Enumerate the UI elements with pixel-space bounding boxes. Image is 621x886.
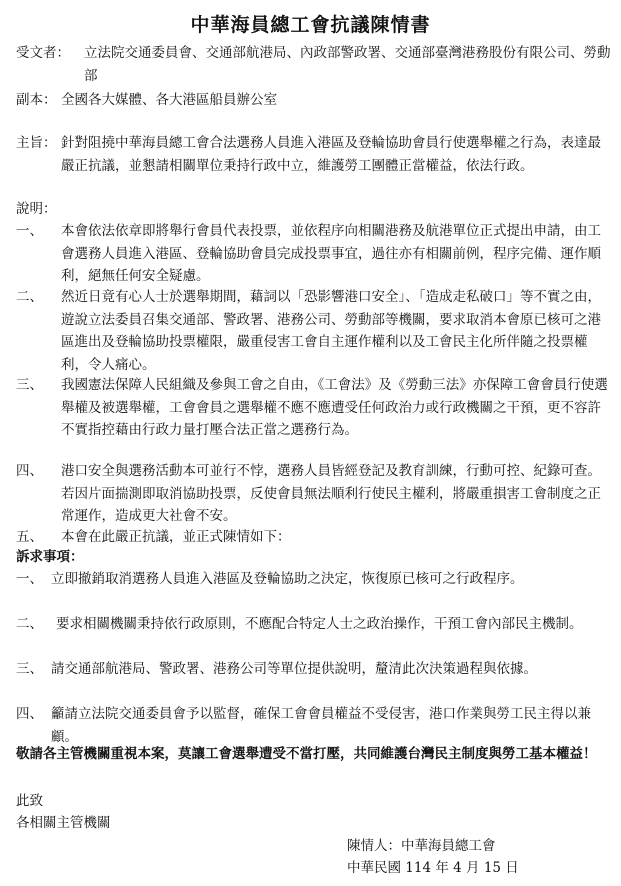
demand-number: 一、 bbox=[16, 571, 43, 587]
cc-label: 副本： bbox=[16, 92, 57, 108]
subject-text: 針對阻撓中華海員總工會合法選務人員進入港區及登輪協助會員行使選舉權之行為，表達最嚴正抗議，並懇請相關單位秉持行政中立，維護勞工團體正當權益，依法行政。 bbox=[61, 135, 601, 174]
item-number: 一、 bbox=[16, 223, 43, 239]
item-text: 港口安全與選務活動本可並行不悖，選務人員皆經登記及教育訓練，行動可控、紀錄可查。若因片面揣測即取消協助投票，反使會員無法順利行使民主權利，將嚴重損害工會制度之正常運作，造成更大社會不安。 bbox=[61, 463, 601, 524]
demand-text: 要求相關機關秉持依行政原則，不應配合特定人士之政治操作，干預工會內部民主機制。 bbox=[56, 616, 583, 632]
document-date: 中華民國 114 年 4 月 15 日 bbox=[347, 860, 519, 876]
item-text: 本會在此嚴正抗議，並正式陳情如下： bbox=[61, 529, 291, 545]
demand-number: 二、 bbox=[16, 616, 43, 632]
explanation-label: 說明： bbox=[16, 201, 57, 217]
document-title: 中華海員總工會抗議陳情書 bbox=[190, 14, 431, 36]
item-text: 然近日竟有心人士於選舉期間，藉詞以「恐影響港口安全」、「造成走私破口」等不實之由，遊說立法委員召集交通部、警政署、港務公司、勞動部等機關，要求取消本會原已核可之港區進出及登輪協助投票權限，嚴重侵害工會自主運作權利以及工會民主化所伴隨之投票權利，令人痛心。 bbox=[61, 289, 601, 373]
item-number: 三、 bbox=[16, 377, 43, 393]
petitioner-signature: 陳情人：中華海員總工會 bbox=[347, 838, 496, 854]
recipients-label: 受文者： bbox=[16, 45, 70, 61]
item-number: 二、 bbox=[16, 289, 43, 305]
demand-text: 請交通部航港局、警政署、港務公司等單位提供說明，釐清此次決策過程與依據。 bbox=[51, 661, 537, 677]
closing-line-2: 各相關主管機關 bbox=[16, 815, 111, 831]
closing-line-1: 此致 bbox=[16, 793, 43, 809]
demand-number: 三、 bbox=[16, 661, 43, 677]
demand-number: 四、 bbox=[16, 706, 43, 722]
item-number: 四、 bbox=[16, 463, 43, 479]
demand-text: 籲請立法院交通委員會予以監督，確保工會會員權益不受侵害，港口作業與勞工民主得以兼顧。 bbox=[51, 706, 591, 745]
subject-label: 主旨： bbox=[16, 135, 57, 151]
appeal-text: 敬請各主管機關重視本案，莫讓工會選舉遭受不當打壓，共同維護台灣民主制度與勞工基本權益！ bbox=[16, 746, 597, 762]
cc-text: 全國各大媒體、各大港區船員辦公室 bbox=[61, 92, 277, 108]
demand-text: 立即撤銷取消選務人員進入港區及登輪協助之決定，恢復原已核可之行政程序。 bbox=[51, 571, 524, 587]
item-number: 五、 bbox=[16, 529, 43, 545]
recipients-text: 立法院交通委員會、交通部航港局、內政部警政署、交通部臺灣港務股份有限公司、勞動部 bbox=[84, 45, 611, 84]
item-text: 我國憲法保障人民組織及參與工會之自由，《工會法》及《勞動三法》亦保障工會會員行使選舉權及被選舉權，工會會員之選舉權不應不應遭受任何政治力或行政機關之干預，更不容許不實指控藉由行政力量打壓合法正當之選務行為。 bbox=[61, 377, 608, 438]
demands-label: 訴求事項： bbox=[16, 549, 84, 565]
item-text: 本會依法依章即將舉行會員代表投票，並依程序向相關港務及航港單位正式提出申請，由工會選務人員進入港區、登輪協助會員完成投票事宜，過往亦有相關前例，程序完備、運作順利，絕無任何安全疑慮。 bbox=[61, 223, 601, 284]
